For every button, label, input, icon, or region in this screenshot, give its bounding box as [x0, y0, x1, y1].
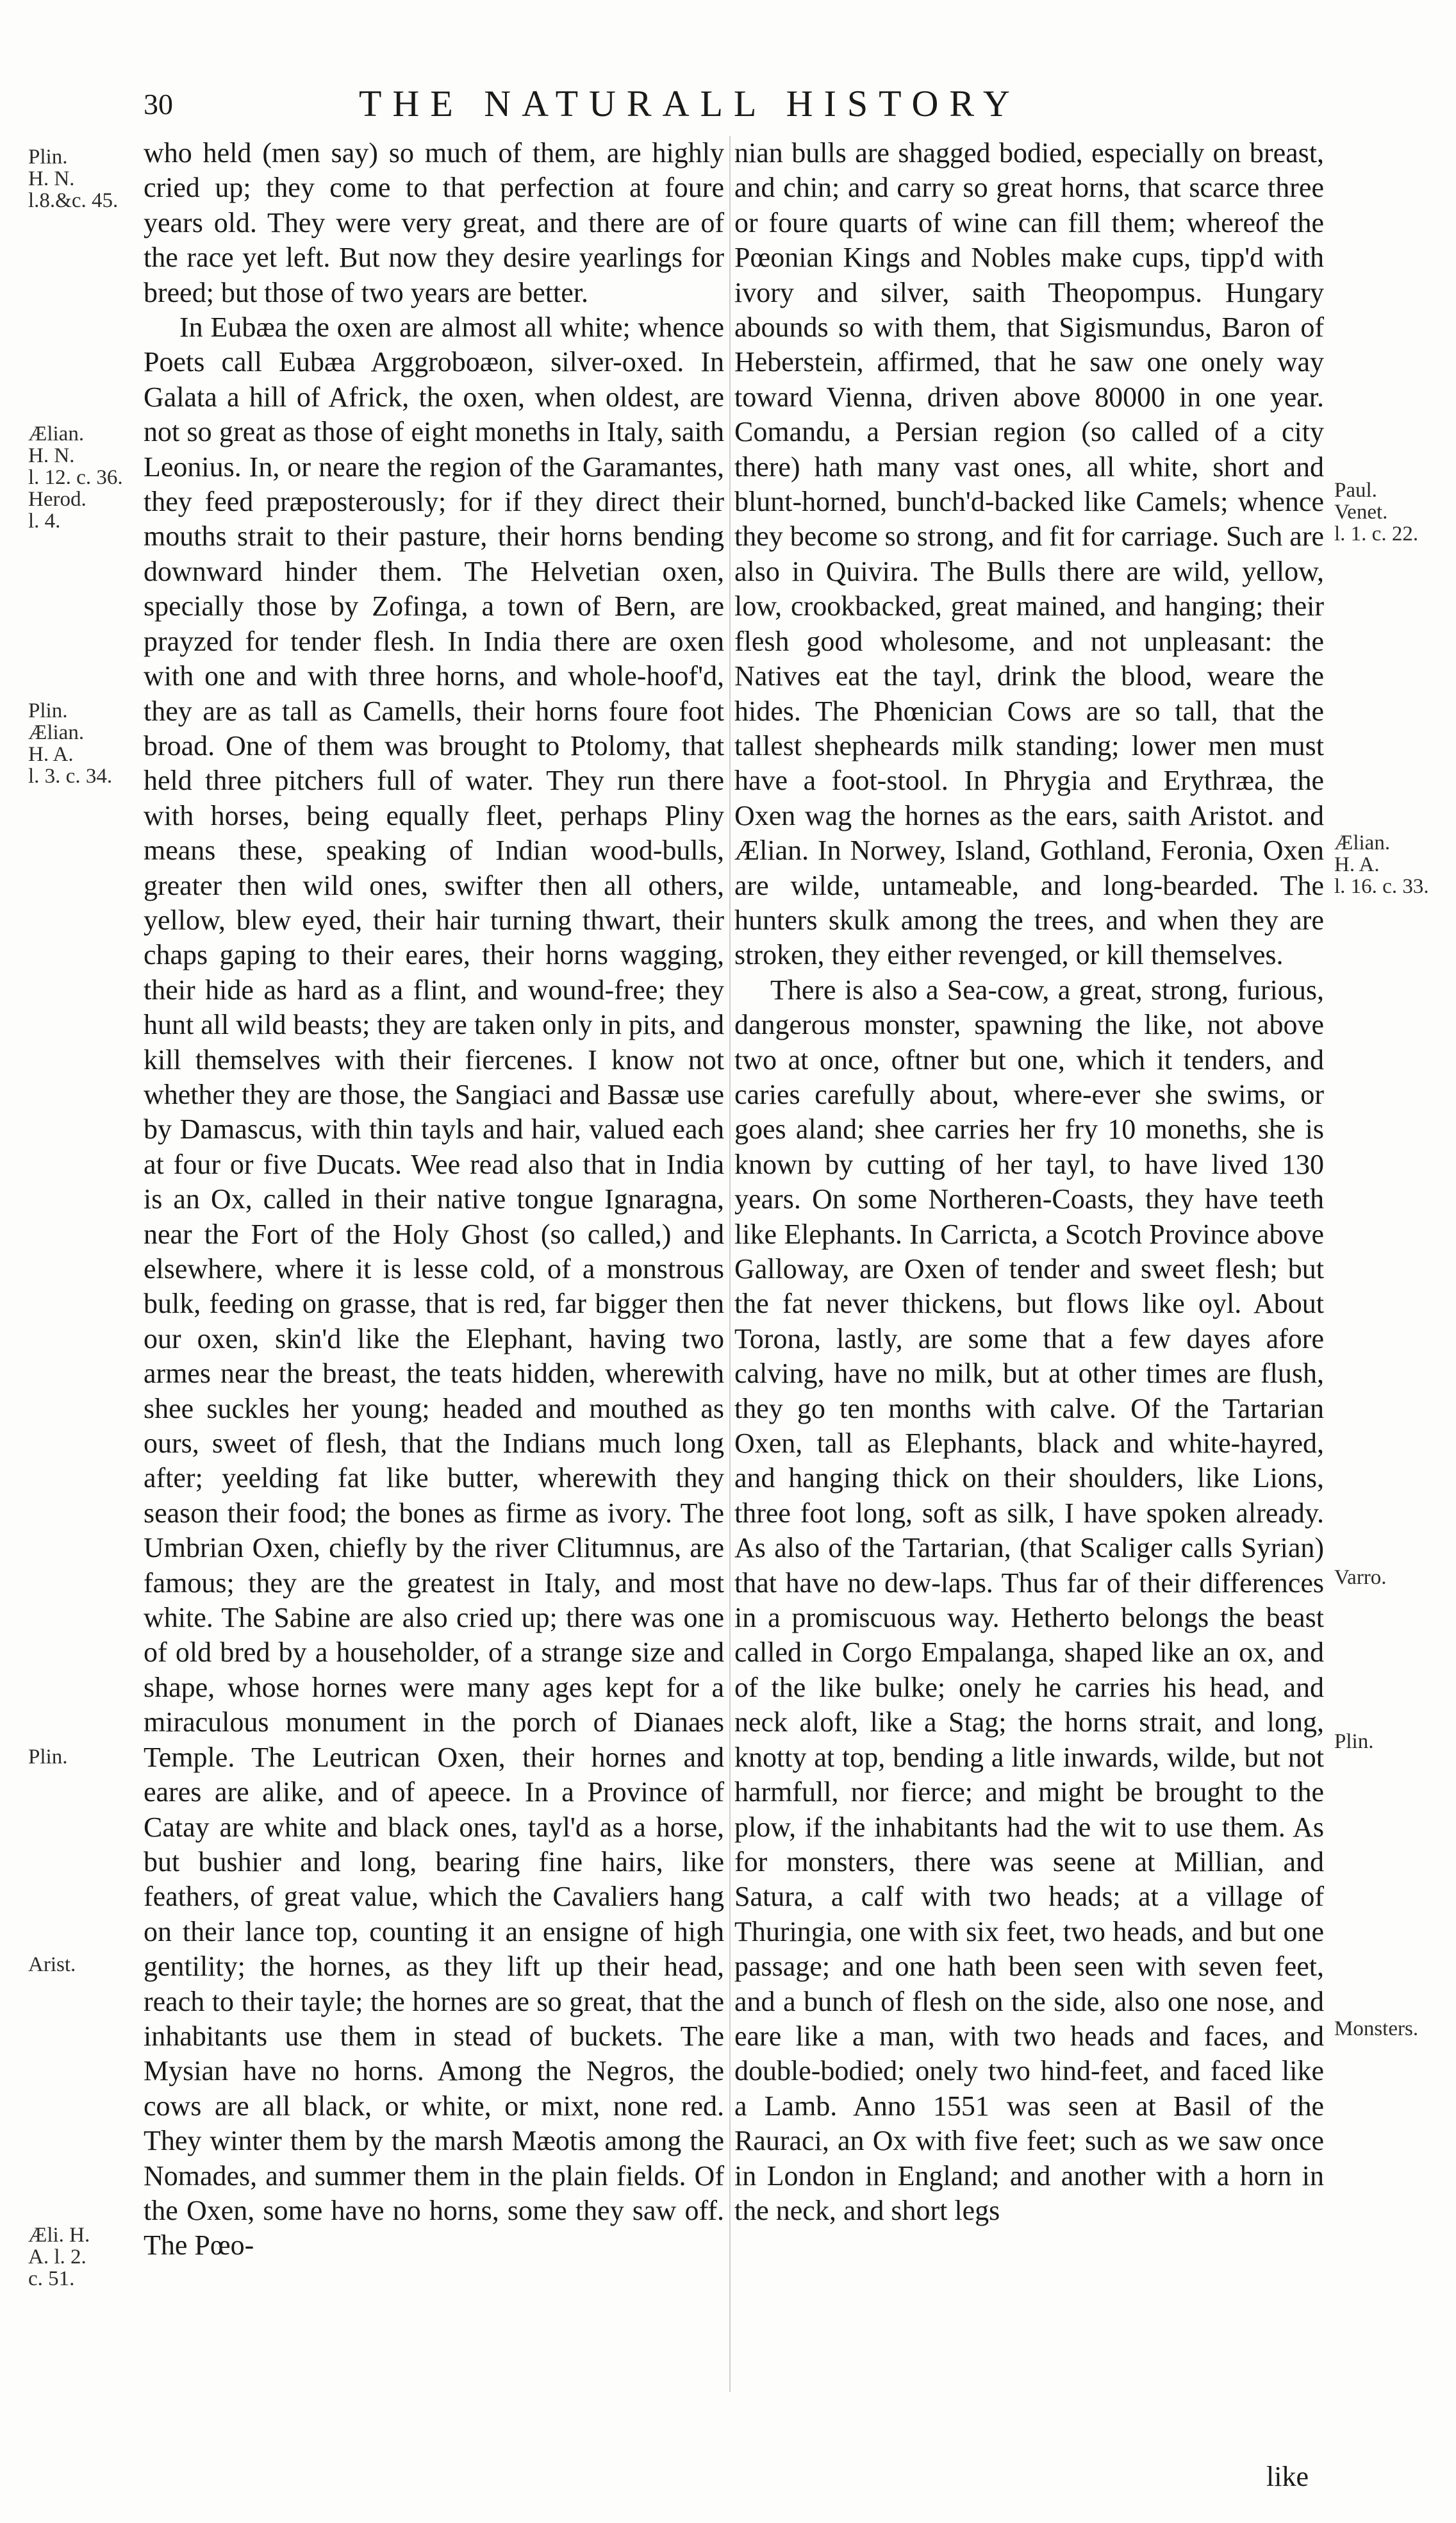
margin-note-left-2: Ælian. H. N. l. 12. c. 36. Herod. l. 4.	[28, 422, 123, 533]
paragraph: In Eubæa the oxen are almost all white; whence Poets call Eubæa Arggroboæon, silver-oxed. In Galata a hill of Africk, the oxen, when oldest, are not so great as those of eight moneths in Italy, saith Leonius. In, or neare the region of the Garamantes, they feed præposterously; for if they direct their mouths strait to their pasture, their horns bending downward hinder them. The Helvetian oxen, specially those by Zofinga, a town of Bern, are prayzed for tender flesh. In India there are oxen with one and with three horns, and whole-hoof'd, they are as tall as Camells, their horns foure foot broad. One of them was brought to Ptolomy, that held three pitchers full of water. They run there with horses, being equally fleet, perhaps Pliny means these, speaking of Indian wood-bulls, greater then wild ones, swifter then all others, yellow, blew eyed, their hair turning thwart, their chaps gaping to their eares, their horns wagging, their hide as hard as a flint, and wound-free; they hunt all wild beasts; they are taken only in pits, and kill themselves with their fiercenes. I know not whether they are those, the Sangiaci and Bassæ use by Damascus, with thin tayls and hair, valued each at four or five Ducats. Wee read also that in India is an Ox, called in their native tongue Ignaragna, near the Fort of the Holy Ghost (so called,) and elsewhere, where it is lesse cold, of a monstrous bulk, feeding on grasse, that is red, far bigger then our oxen, skin'd like the Elephant, having two armes near the breast, the teats hidden, wherewith shee suckles her young; headed and mouthed as ours, sweet of flesh, that the Indians much long after; yeelding fat like butter, wherewith they season their food; the bones as firme as ivory. The Umbrian Oxen, chiefly by the river Clitumnus, are famous; they are the greatest in Italy, and most white. The Sabine are also cried up; there was one of old bred by a householder, of a strange size and shape, whose hornes were many ages kept for a miraculous monument in the porch of Dianaes Temple. The Leutrican Oxen, their hornes and eares are alike, and of apeece. In a Province of Catay are white and black ones, tayl'd as a horse, but bushier and long, bearing fine hairs, like feathers, of great value, which the Cavaliers hang on their lance top, counting it an ensigne of high gentility; the hornes, as they lift up their head, reach to their tayle; the hornes are so great, that the inhabitants use them in stead of buckets. The Mysian have no horns. Among the Negros, the cows are all black, or white, or mixt, none red. They winter them by the marsh Mæotis among the Nomades, and summer them in the plain fields. Of the Oxen, some have no horns, some they saw off. The Pœo-	[144, 312, 724, 2261]
margin-note-right-4: Plin.	[1334, 1730, 1374, 1753]
column-divider	[729, 136, 731, 2392]
left-column	[144, 136, 724, 2263]
margin-note-left-1: Plin. H. N. l.8.&c. 45.	[28, 146, 119, 212]
page-header	[0, 82, 1456, 133]
running-head: THE NATURALL HISTORY	[359, 83, 1021, 124]
margin-note-left-5: Arist.	[28, 1953, 76, 1976]
catchword: like	[1266, 2461, 1309, 2492]
margin-note-right-3: Varro.	[1334, 1566, 1387, 1589]
paragraph: nian bulls are shagged bodied, especially on breast, and chin; and carry so great horns, that scarce three or foure quarts of wine can fill them; whereof the Pœonian Kings and Nobles make cups, tipp'd with ivory and silver, saith Theopompus. Hungary abounds so with them, that Sigismundus, Baron of Heberstein, affirmed, that he saw one onely way toward Vienna, driven above 80000 in one year. Comandu, a Persian region (so called of a city there) hath many vast ones, all white, short and blunt-horned, bunch'd-backed like Camels; whence they become so strong, and fit for carriage. Such are also in Quivira. The Bulls there are wild, yellow, low, crookbacked, great mained, and hanging; their flesh good wholesome, and not unpleasant: the Natives eat the tayl, drink the blood, weare the hides. The Phœnician Cows are so tall, that the tallest shepheards milk standing; lower men must have a foot-stool. In Phrygia and Erythræa, the Oxen wag the hornes as the ears, saith Aristot. and Ælian. In Norwey, Island, Gothland, Feronia, Oxen are wilde, untameable, and long-bearded. The hunters skulk among the trees, and when they are stroken, they either revenged, or kill themselves.	[734, 137, 1324, 971]
margin-note-right-5: Monsters.	[1334, 2017, 1419, 2040]
margin-note-right-2: Ælian. H. A. l. 16. c. 33.	[1334, 831, 1429, 898]
paragraph: who held (men say) so much of them, are highly cried up; they come to that perfection at foure years old. They were very great, and there are of the race yet left. But now they desire yearlings for breed; but those of two years are better.	[144, 137, 724, 308]
margin-note-right-1: Paul. Venet. l. 1. c. 22.	[1334, 479, 1419, 545]
paragraph: There is also a Sea-cow, a great, strong, furious, dangerous monster, spawning the like, not above two at once, oftner but one, which it tenders, and caries carefully about, where-ever she swims, or goes aland; shee carries her fry 10 moneths, she is known by cutting of her tayl, to have lived 130 years. On some Northeren-Coasts, they have teeth like Elephants. In Carricta, a Scotch Province above Galloway, are Oxen of tender and sweet flesh; but the fat never thickens, but flows like oyl. About Torona, lastly, are some that a few dayes afore calving, have no milk, but at other times are flush, they go ten months with calve. Of the Tartarian Oxen, tall as Elephants, black and white-hayred, and hanging thick on their shoulders, like Lions, three foot long, soft as silk, I have spoken already. As also of the Tartarian, (that Scaliger calls Syrian) that have no dew-laps. Thus far of their differences in a promiscuous way. Hetherto belongs the beast called in Corgo Empalanga, shaped like an ox, and of the like bulke; onely he carries his head, and neck aloft, like a Stag; the horns strait, and long, knotty at top, bending a litle inwards, wilde, but not harmfull, nor fierce; and might be brought to the plow, if the inhabitants had the wit to use them. As for monsters, there was seene at Millian, and Satura, a calf with two heads; at a village of Thuringia, one with six feet, two heads, and but one passage; and one hath been seen with seven feet, and a bunch of flesh on the side, also one nose, and eare like a man, with two heads and faces, and double-bodied; onely two hind-feet, and faced like a Lamb. Anno 1551 was seen at Basil of the Rauraci, an Ox with five feet; such as we saw once in London in England; and another with a horn in the neck, and short legs	[734, 974, 1324, 2226]
margin-note-left-6: Æli. H. A. l. 2. c. 51.	[28, 2224, 90, 2290]
margin-note-left-3: Plin. Ælian. H. A. l. 3. c. 34.	[28, 699, 113, 788]
right-column	[734, 136, 1324, 2228]
margin-note-left-4: Plin.	[28, 1745, 68, 1769]
page-number: 30	[144, 88, 173, 121]
